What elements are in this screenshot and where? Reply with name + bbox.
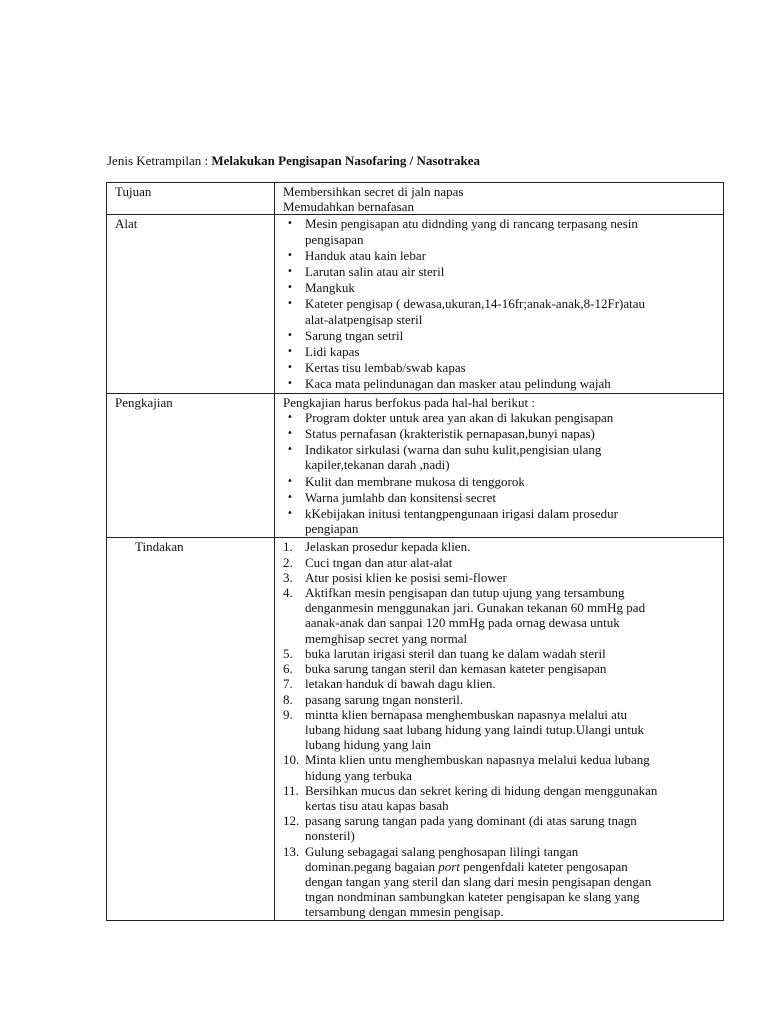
step-number: 13. [283, 843, 300, 859]
step-number: 9. [283, 706, 293, 722]
list-item-text: pengisapan [305, 231, 364, 247]
document-heading [107, 153, 480, 169]
list-item-text: • Kaca mata pelindunagan dan masker atau pelindung wajah [305, 376, 611, 392]
row-tindakan-content [275, 538, 724, 920]
list-item-text: • Kertas tisu lembab/swab kapas [305, 360, 466, 376]
row-pengkajian-label: Pengkajian [107, 393, 275, 538]
step-text: Cuci tngan dan atur alat-alat [305, 554, 453, 570]
step-item [283, 783, 717, 813]
list-item-text: • Lidi kapas [305, 344, 360, 360]
list-item [283, 490, 717, 505]
step-text: aanak-anak dan sanpai 120 mmHg pada ornag dewasa untuk [305, 615, 620, 631]
list-item-text: • Program dokter untuk area yan akan di lakukan pengisapan [305, 409, 614, 425]
tujuan-line: Membersihkan secret di jaln napas [283, 184, 464, 199]
step-text: buka sarung tangan steril dan kemasan kateter pengisapan [305, 661, 607, 677]
row-alat [107, 215, 724, 393]
list-item-text: • Larutan salin atau air steril [305, 264, 445, 280]
list-item [283, 426, 717, 441]
list-item [283, 344, 717, 359]
step-number: 1. [283, 539, 293, 555]
step-text: lubang hidung saat lubang hidung yang laindi tutup.Ulangi untuk [305, 721, 645, 737]
step-text-part: pengenfdali kateter pengosapan [459, 858, 628, 874]
row-tindakan [107, 538, 724, 920]
list-item [283, 474, 717, 489]
heading-prefix: Jenis Ketrampilan : [107, 153, 212, 168]
step-number: 12. [283, 813, 300, 829]
list-item-text: • Mesin pengisapan atu didnding yang di rancang terpasang nesin [305, 216, 638, 232]
step-text: Bersihkan mucus dan sekret kering di hidung dengan menggunakan [305, 782, 658, 798]
step-text: Jelaskan prosedur kepada klien. [305, 539, 471, 555]
step-text: nonsteril) [305, 828, 355, 844]
step-text: dengan tangan yang steril dan slang dari mesin pengisapan dengan [305, 873, 652, 889]
step-item [283, 661, 717, 676]
step-item [283, 585, 717, 646]
list-item [283, 410, 717, 425]
list-item-text: • Indikator sirkulasi (warna dan suhu kulit,pengisian ulang [305, 442, 602, 458]
step-text: pasang sarung tangan pada yang dominant (di atas sarung tnagn [305, 813, 637, 829]
step-item [283, 570, 717, 585]
step-text: mintta klien bernapasa menghembuskan napasnya melalui atu [305, 706, 628, 722]
pengkajian-intro: Pengkajian harus berfokus pada hal-hal berikut : [283, 394, 535, 410]
heading-title: Melakukan Pengisapan Nasofaring / Nasotrakea [211, 153, 481, 168]
row-alat-content [275, 215, 724, 393]
list-item [283, 280, 717, 295]
step-text: tersambung dengan mmesin pengisap. [305, 904, 504, 920]
step-text-continued [305, 859, 717, 874]
row-tujuan [107, 183, 724, 215]
step-text: letakan handuk di bawah dagu klien. [305, 676, 496, 692]
step-item [283, 646, 717, 661]
step-number: 8. [283, 691, 293, 707]
alat-list [283, 216, 717, 391]
step-text: lubang hidung yang lain [305, 737, 432, 753]
step-text-port: port [438, 858, 460, 874]
step-number: 3. [283, 569, 293, 585]
list-item [283, 248, 717, 263]
step-text: memghisap secret yang normal [305, 630, 468, 646]
list-item [283, 376, 717, 391]
row-pengkajian [107, 393, 724, 538]
list-item-text: • Handuk atau kain lebar [305, 247, 426, 263]
list-item [283, 328, 717, 343]
step-text: tngan nondminan sambungkan kateter pengisapan ke slang yang [305, 889, 640, 905]
step-item [283, 555, 717, 570]
step-number: 2. [283, 554, 293, 570]
step-item [283, 752, 717, 782]
step-text: hidung yang terbuka [305, 767, 412, 783]
row-alat-label: Alat [107, 215, 275, 393]
list-item [283, 296, 717, 326]
list-item [283, 360, 717, 375]
list-item [283, 442, 717, 472]
step-item [283, 539, 717, 554]
list-item-text: • Kateter pengisap ( dewasa,ukuran,14-16fr;anak-anak,8-12Fr)atau [305, 296, 646, 312]
step-item [283, 676, 717, 691]
pengkajian-list [283, 410, 717, 537]
row-pengkajian-content [275, 393, 724, 538]
list-item [283, 216, 717, 246]
step-number: 4. [283, 585, 293, 601]
step-text: denganmesin menggunakan jari. Gunakan tekanan 60 mmHg pad [305, 600, 646, 616]
list-item-text: • Warna jumlahb dan konsitensi secret [305, 489, 497, 505]
tindakan-steps [283, 539, 717, 919]
list-item-text: • Sarung tngan setril [305, 327, 404, 343]
step-text: Minta klien untu menghembuskan napasnya melalui kedua lubang [305, 752, 650, 768]
list-item-text: • Mangkuk [305, 280, 355, 296]
step-text: Gulung sebagagai salang penghosapan lilingi tangan [305, 843, 579, 859]
step-number: 7. [283, 676, 293, 692]
list-item-text: • kKebijakan initusi tentangpengunaan irigasi dalam prosedur [305, 506, 618, 522]
step-text: pasang sarung tngan nonsteril. [305, 691, 464, 707]
row-tindakan-label: Tindakan [107, 538, 275, 920]
list-item-text: • Status pernafasan (krakteristik pernapasan,bunyi napas) [305, 426, 595, 442]
row-tujuan-content [275, 183, 724, 215]
list-item-text: kapiler,tekanan darah ,nadi) [305, 457, 450, 473]
step-text: kertas tisu atau kapas basah [305, 797, 449, 813]
step-item [283, 844, 717, 920]
list-item-text: • Kulit dan membrane mukosa di tenggorok [305, 473, 525, 489]
step-text-part: dominan.pegang bagaian [305, 858, 439, 874]
step-number: 6. [283, 661, 293, 677]
step-number: 11. [283, 782, 299, 798]
row-tujuan-label: Tujuan [107, 183, 275, 215]
step-item [283, 692, 717, 707]
procedure-table [106, 182, 724, 921]
list-item-text: alat-alatpengisap steril [305, 311, 423, 327]
step-text: Aktifkan mesin pengisapan dan tutup ujung yang tersambung [305, 585, 625, 601]
step-item [283, 707, 717, 753]
step-item [283, 813, 717, 843]
step-number: 10. [283, 752, 300, 768]
tujuan-line: Memudahkan bernafasan [283, 199, 415, 215]
list-item [283, 506, 717, 536]
step-text: buka larutan irigasi steril dan tuang ke dalam wadah steril [305, 645, 606, 661]
list-item [283, 264, 717, 279]
step-number: 5. [283, 645, 293, 661]
step-text: Atur posisi klien ke posisi semi-flower [305, 569, 507, 585]
list-item-text: pengiapan [305, 521, 359, 537]
